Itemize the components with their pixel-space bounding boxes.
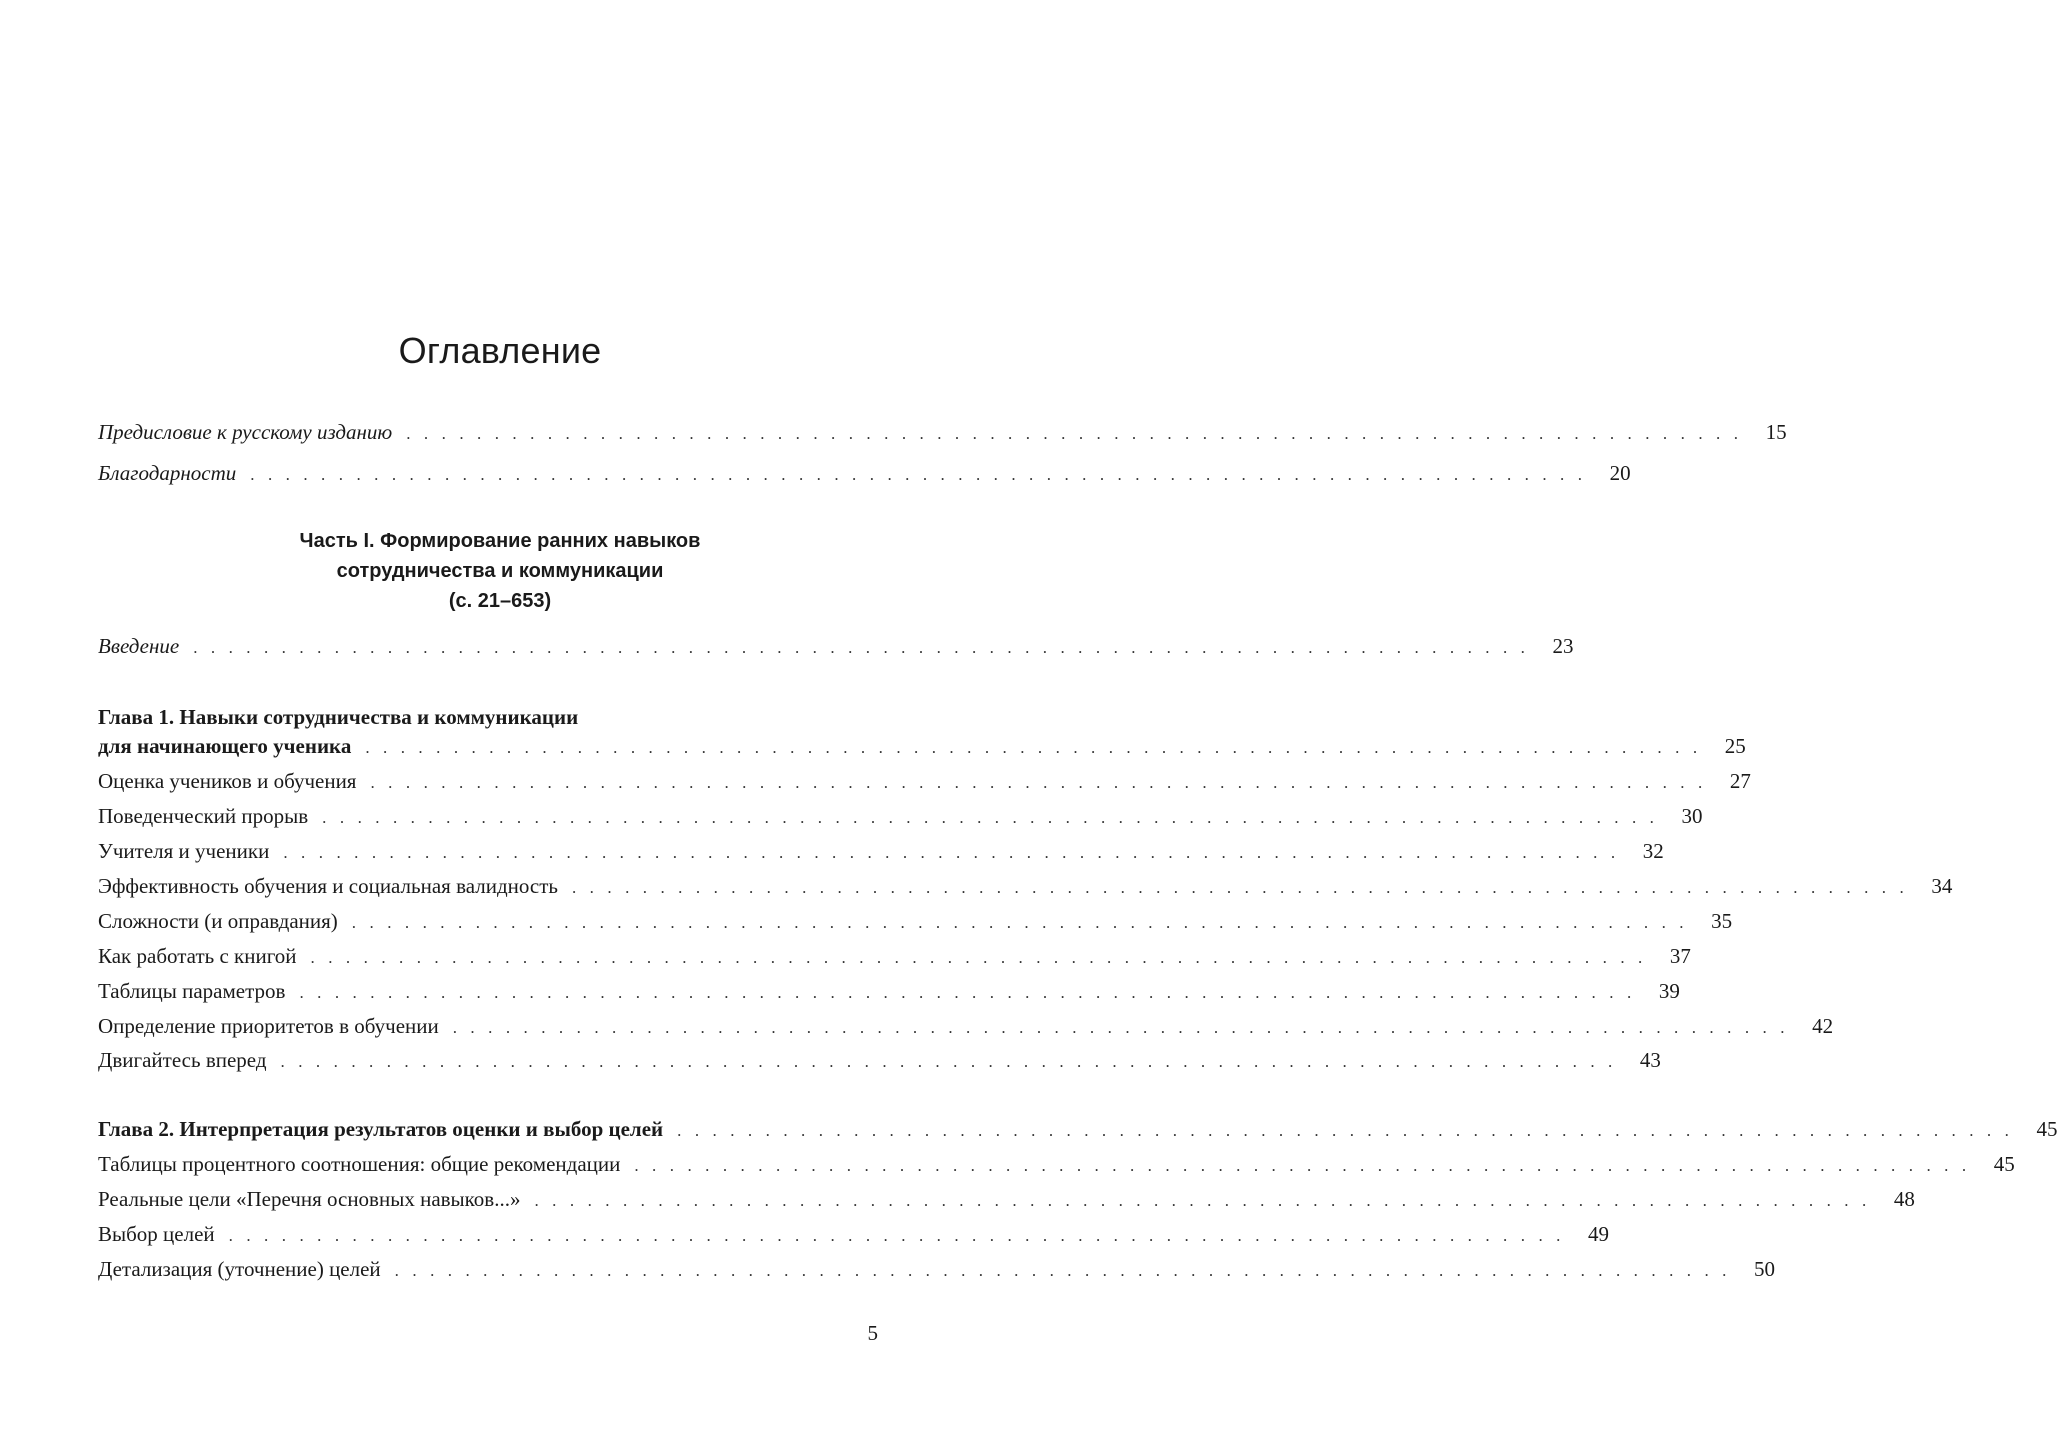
leader-dots: . . . . . . . . . . . . . . . . . . . . . . . . . . . . . . . . . . . . . . . . . . . . . . . . . . . . . . . . . . . . . . . . . . . . . . . . . . . . — [193, 638, 1530, 657]
toc-entry-label: Введение — [98, 634, 180, 658]
toc-entry-label: Определение приоритетов в обучении — [98, 1014, 439, 1038]
toc-entry[interactable] — [98, 871, 1953, 901]
toc-entry[interactable] — [98, 1149, 2015, 1179]
leader-dots: . . . . . . . . . . . . . . . . . . . . . . . . . . . . . . . . . . . . . . . . . . . . . . . . . . . . . . . . . . . . . . . . . . . . . . . . . . . . — [250, 465, 1587, 484]
toc-entry[interactable] — [98, 801, 1703, 831]
toc-entry-label: Таблицы параметров — [98, 979, 286, 1003]
toc-entry-label: Двигайтесь вперед — [98, 1048, 267, 1072]
toc-entry-page: 25 — [1724, 734, 1746, 758]
toc-entry-label: для начинающего ученика — [98, 734, 352, 758]
toc-entry-preface[interactable] — [98, 417, 1787, 447]
toc-entry-label: Выбор целей — [98, 1222, 215, 1246]
toc-entry-label: Как работать с книгой — [98, 944, 297, 968]
chapter-1-title-line[interactable]: Глава 1. Навыки сотрудничества и коммуникации — [98, 705, 579, 729]
toc-entry-label: Учителя и ученики — [98, 839, 270, 863]
toc-entry[interactable] — [98, 1219, 1610, 1249]
toc-entry-page: 32 — [1642, 839, 1664, 863]
toc-entry-label: Поведенческий прорыв — [98, 804, 309, 828]
toc-entry-page: 43 — [1639, 1048, 1661, 1072]
part-heading-line: сотрудничества и коммуникации — [336, 560, 664, 582]
toc-entry[interactable] — [98, 906, 1733, 936]
toc-entry-label: Детализация (уточнение) целей — [98, 1257, 381, 1281]
toc-entry-page: 45 — [1993, 1152, 2015, 1176]
toc-entry-page: 20 — [1609, 461, 1631, 485]
toc-entry[interactable] — [98, 1184, 1915, 1214]
toc-entry-page: 35 — [1711, 909, 1733, 933]
toc-entry-page: 23 — [1552, 634, 1574, 658]
leader-dots: . . . . . . . . . . . . . . . . . . . . . . . . . . . . . . . . . . . . . . . . . . . . . . . . . . . . . . . . . . . . . . . . . . . . . . . . . . . . — [310, 948, 1647, 967]
toc-entry-chapter-1[interactable] — [98, 731, 1746, 761]
leader-dots: . . . . . . . . . . . . . . . . . . . . . . . . . . . . . . . . . . . . . . . . . . . . . . . . . . . . . . . . . . . . . . . . . . . . . . . . . . . . — [394, 1261, 1732, 1280]
toc-entry-page: 42 — [1812, 1014, 1834, 1038]
toc-entry-label: Предисловие к русскому изданию — [98, 420, 393, 444]
page-title: Оглавление — [398, 330, 602, 371]
leader-dots: . . . . . . . . . . . . . . . . . . . . . . . . . . . . . . . . . . . . . . . . . . . . . . . . . . . . . . . . . . . . . . . . . . . . . . . . . . . . — [280, 1052, 1617, 1071]
toc-entry[interactable] — [98, 941, 1691, 971]
toc-entry-chapter-2[interactable] — [98, 1114, 2057, 1144]
toc-entry-page: 39 — [1658, 979, 1680, 1003]
toc-entry-introduction[interactable] — [98, 631, 1574, 661]
leader-dots: . . . . . . . . . . . . . . . . . . . . . . . . . . . . . . . . . . . . . . . . . . . . . . . . . . . . . . . . . . . . . . . . . . . . . . . . . . . . — [406, 424, 1743, 443]
leader-dots: . . . . . . . . . . . . . . . . . . . . . . . . . . . . . . . . . . . . . . . . . . . . . . . . . . . . . . . . . . . . . . . . . . . . . . . . . . . . — [283, 843, 1620, 862]
leader-dots: . . . . . . . . . . . . . . . . . . . . . . . . . . . . . . . . . . . . . . . . . . . . . . . . . . . . . . . . . . . . . . . . . . . . . . . . . . . . — [677, 1121, 2014, 1140]
toc-entry[interactable] — [98, 1254, 1776, 1284]
toc-entry-label: Эффективность обучения и социальная валидность — [98, 874, 558, 898]
part-heading — [0, 526, 1000, 616]
part-heading-pages: (с. 21–653) — [448, 590, 552, 612]
toc-entry-page: 45 — [2036, 1117, 2057, 1141]
leader-dots: . . . . . . . . . . . . . . . . . . . . . . . . . . . . . . . . . . . . . . . . . . . . . . . . . . . . . . . . . . . . . . . . . . . . . . . . . . . . — [534, 1191, 1871, 1210]
leader-dots: . . . . . . . . . . . . . . . . . . . . . . . . . . . . . . . . . . . . . . . . . . . . . . . . . . . . . . . . . . . . . . . . . . . . . . . . . . . . — [351, 913, 1689, 932]
leader-dots: . . . . . . . . . . . . . . . . . . . . . . . . . . . . . . . . . . . . . . . . . . . . . . . . . . . . . . . . . . . . . . . . . . . . . . . . . . . . — [370, 773, 1707, 792]
part-heading-line: Часть I. Формирование ранних навыков — [299, 530, 701, 552]
toc-entry[interactable] — [98, 1045, 1661, 1075]
toc-entry-page: 15 — [1765, 420, 1787, 444]
toc-entry[interactable] — [98, 976, 1680, 1006]
toc-entry[interactable] — [98, 1011, 1834, 1041]
toc-entry-page: 30 — [1681, 804, 1703, 828]
toc-entry-page: 50 — [1754, 1257, 1776, 1281]
leader-dots: . . . . . . . . . . . . . . . . . . . . . . . . . . . . . . . . . . . . . . . . . . . . . . . . . . . . . . . . . . . . . . . . . . . . . . . . . . . . — [228, 1226, 1566, 1245]
leader-dots: . . . . . . . . . . . . . . . . . . . . . . . . . . . . . . . . . . . . . . . . . . . . . . . . . . . . . . . . . . . . . . . . . . . . . . . . . . . . — [365, 738, 1702, 757]
toc-entry-page: 27 — [1729, 769, 1751, 793]
toc-entry[interactable] — [98, 766, 1751, 796]
toc-entry-acknowledgements[interactable] — [98, 458, 1631, 488]
toc-entry-label: Реальные цели «Перечня основных навыков...» — [98, 1187, 521, 1211]
toc-entry-label: Таблицы процентного соотношения: общие рекомендации — [98, 1152, 621, 1176]
toc-entry-label: Благодарности — [98, 461, 237, 485]
toc-entry-page: 37 — [1669, 944, 1691, 968]
toc-entry-page: 49 — [1588, 1222, 1610, 1246]
leader-dots: . . . . . . . . . . . . . . . . . . . . . . . . . . . . . . . . . . . . . . . . . . . . . . . . . . . . . . . . . . . . . . . . . . . . . . . . . . . . — [299, 983, 1636, 1002]
toc-entry-label: Сложности (и оправдания) — [98, 909, 338, 933]
toc-entry-page: 48 — [1893, 1187, 1915, 1211]
leader-dots: . . . . . . . . . . . . . . . . . . . . . . . . . . . . . . . . . . . . . . . . . . . . . . . . . . . . . . . . . . . . . . . . . . . . . . . . . . . . — [571, 878, 1909, 897]
toc-entry-label: Глава 2. Интерпретация результатов оценки и выбор целей — [98, 1117, 664, 1141]
toc-entry-label: Оценка учеников и обучения — [98, 769, 357, 793]
leader-dots: . . . . . . . . . . . . . . . . . . . . . . . . . . . . . . . . . . . . . . . . . . . . . . . . . . . . . . . . . . . . . . . . . . . . . . . . . . . . — [634, 1156, 1971, 1175]
toc-entry[interactable] — [98, 836, 1664, 866]
toc-entry-page: 34 — [1931, 874, 1953, 898]
page-number: 5 — [867, 1321, 878, 1345]
leader-dots: . . . . . . . . . . . . . . . . . . . . . . . . . . . . . . . . . . . . . . . . . . . . . . . . . . . . . . . . . . . . . . . . . . . . . . . . . . . . — [452, 1018, 1790, 1037]
leader-dots: . . . . . . . . . . . . . . . . . . . . . . . . . . . . . . . . . . . . . . . . . . . . . . . . . . . . . . . . . . . . . . . . . . . . . . . . . . . . — [322, 808, 1659, 827]
